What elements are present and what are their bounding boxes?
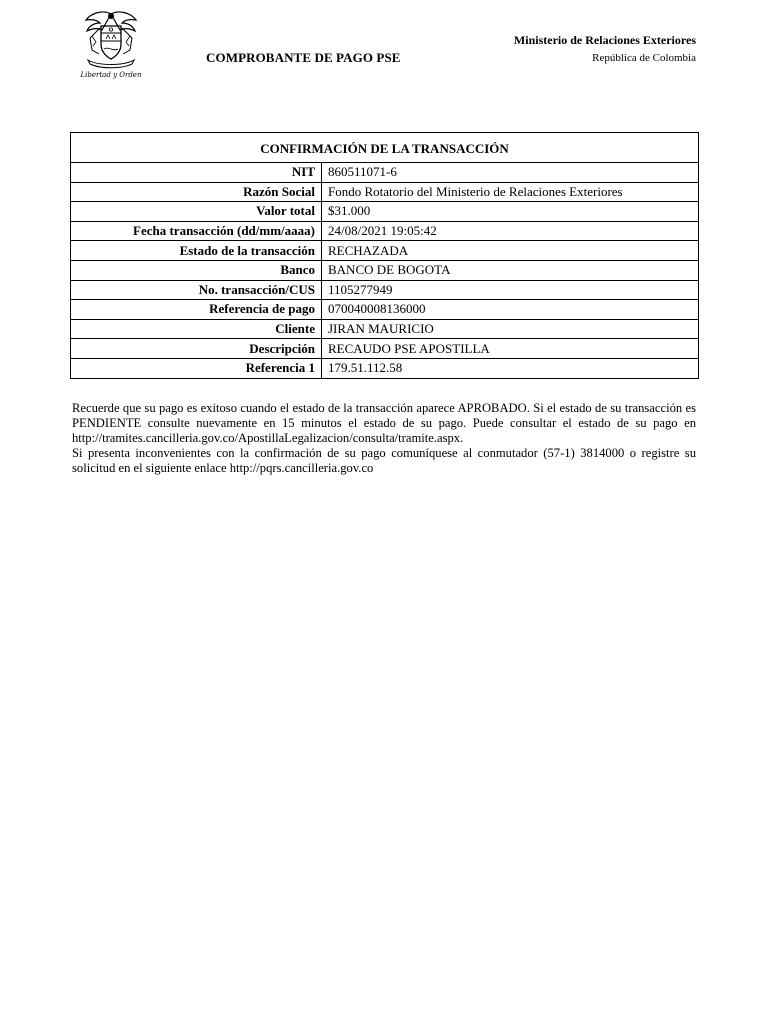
notes-paragraph-status: Recuerde que su pago es exitoso cuando el estado de la transacción aparece APROBADO. Si el estado de su transacción es PENDIENTE consulte nuevamente en 15 minutos el estado de su pago. Puede consultar el estado de su pago en http://tramites.cancilleria.gov.co/ApostillaLegalizacion/consulta/tramite.aspx. bbox=[72, 401, 696, 445]
notes-paragraph-support: Si presenta inconvenientes con la confirmación de su pago comuníquese al conmutador (57-1) 3814000 o registre su solicitud en el siguiente enlace http://pqrs.cancilleria.gov.co bbox=[72, 446, 696, 475]
transaction-table bbox=[70, 132, 699, 379]
coat-of-arms-logo bbox=[80, 8, 142, 82]
table-row bbox=[71, 221, 699, 241]
row-label-fecha: Fecha transacción (dd/mm/aaaa) bbox=[71, 221, 322, 241]
coat-of-arms-icon bbox=[80, 8, 142, 70]
table-row bbox=[71, 300, 699, 320]
row-value-cliente: JIRAN MAURICIO bbox=[322, 319, 699, 339]
payment-notes bbox=[72, 401, 696, 476]
row-value-nit: 860511071-6 bbox=[322, 163, 699, 183]
table-heading-row bbox=[71, 133, 699, 163]
row-label-cliente: Cliente bbox=[71, 319, 322, 339]
republic-name: República de Colombia bbox=[592, 52, 696, 64]
table-row bbox=[71, 280, 699, 300]
table-row bbox=[71, 182, 699, 202]
table-row bbox=[71, 358, 699, 378]
row-value-cus: 1105277949 bbox=[322, 280, 699, 300]
row-label-banco: Banco bbox=[71, 260, 322, 280]
ministry-name: Ministerio de Relaciones Exteriores bbox=[513, 33, 696, 47]
row-value-razon-social: Fondo Rotatorio del Ministerio de Relaciones Exteriores bbox=[322, 182, 699, 202]
row-value-descripcion: RECAUDO PSE APOSTILLA bbox=[322, 339, 699, 359]
row-value-estado: RECHAZADA bbox=[322, 241, 699, 261]
row-label-razon-social: Razón Social bbox=[71, 182, 322, 202]
row-label-cus: No. transacción/CUS bbox=[71, 280, 322, 300]
row-value-fecha: 24/08/2021 19:05:42 bbox=[322, 221, 699, 241]
row-value-banco: BANCO DE BOGOTA bbox=[322, 260, 699, 280]
table-row bbox=[71, 260, 699, 280]
row-label-referencia-1: Referencia 1 bbox=[71, 358, 322, 378]
row-value-referencia-pago: 070040008136000 bbox=[322, 300, 699, 320]
table-row bbox=[71, 163, 699, 183]
row-label-valor-total: Valor total bbox=[71, 202, 322, 222]
row-value-valor-total: $31.000 bbox=[322, 202, 699, 222]
row-label-descripcion: Descripción bbox=[71, 339, 322, 359]
row-label-estado: Estado de la transacción bbox=[71, 241, 322, 261]
document-title: COMPROBANTE DE PAGO PSE bbox=[206, 50, 401, 65]
table-row bbox=[71, 241, 699, 261]
emblem-motto: Libertad y Orden bbox=[80, 71, 142, 79]
row-label-nit: NIT bbox=[71, 163, 322, 183]
row-value-referencia-1: 179.51.112.58 bbox=[322, 358, 699, 378]
table-heading: CONFIRMACIÓN DE LA TRANSACCIÓN bbox=[71, 133, 699, 163]
table-row bbox=[71, 339, 699, 359]
table-row bbox=[71, 319, 699, 339]
row-label-referencia-pago: Referencia de pago bbox=[71, 300, 322, 320]
table-row bbox=[71, 202, 699, 222]
